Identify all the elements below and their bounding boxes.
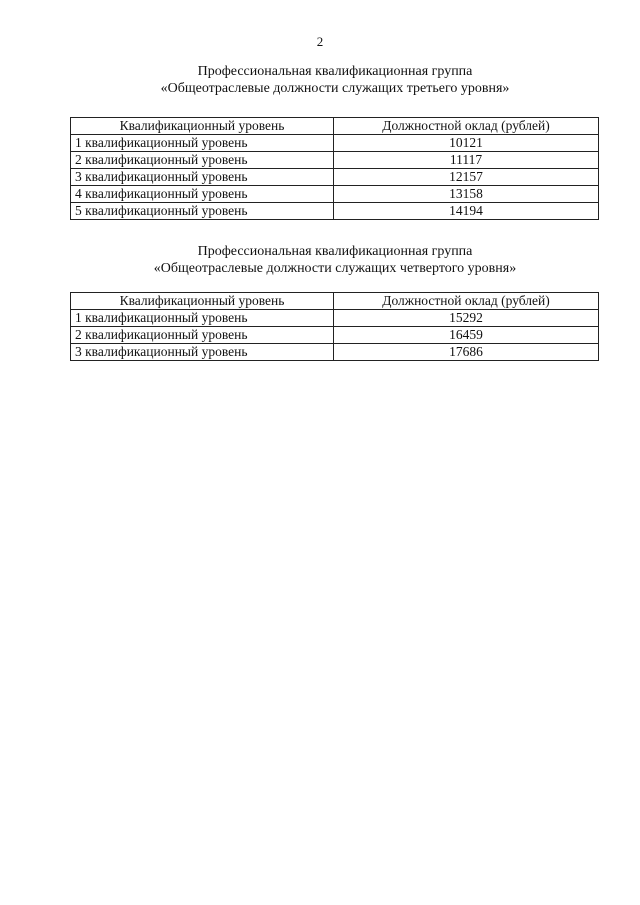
column-header-salary: Должностной оклад (рублей) (334, 118, 599, 135)
column-header-level: Квалификационный уровень (71, 293, 334, 310)
column-header-level: Квалификационный уровень (71, 118, 334, 135)
salary-cell: 14194 (334, 203, 599, 220)
section-title-fourth-level (0, 243, 640, 277)
level-cell: 3 квалификационный уровень (71, 344, 334, 361)
table-header-row (71, 293, 599, 310)
page-number: 2 (316, 34, 324, 49)
table-row (71, 344, 599, 361)
salary-cell: 15292 (334, 310, 599, 327)
table-row (71, 152, 599, 169)
salary-cell: 17686 (334, 344, 599, 361)
table-row (71, 327, 599, 344)
level-cell: 4 квалификационный уровень (71, 186, 334, 203)
salary-table-fourth-level (70, 292, 599, 361)
section-title-third-level (0, 63, 640, 97)
table-row (71, 169, 599, 186)
salary-cell: 11117 (334, 152, 599, 169)
table-row (71, 186, 599, 203)
column-header-salary: Должностной оклад (рублей) (334, 293, 599, 310)
table-row (71, 310, 599, 327)
salary-cell: 10121 (334, 135, 599, 152)
level-cell: 1 квалификационный уровень (71, 135, 334, 152)
table-header-row (71, 118, 599, 135)
level-cell: 2 квалификационный уровень (71, 152, 334, 169)
salary-cell: 12157 (334, 169, 599, 186)
salary-cell: 16459 (334, 327, 599, 344)
table-row (71, 203, 599, 220)
level-cell: 5 квалификационный уровень (71, 203, 334, 220)
section-title-line1: Профессиональная квалификационная группа (197, 244, 473, 259)
section-title-line2: «Общеотраслевые должности служащих третьего уровня» (160, 81, 510, 96)
section-title-line1: Профессиональная квалификационная группа (197, 64, 473, 79)
salary-cell: 13158 (334, 186, 599, 203)
section-title-line2: «Общеотраслевые должности служащих четвертого уровня» (153, 261, 517, 276)
level-cell: 1 квалификационный уровень (71, 310, 334, 327)
level-cell: 2 квалификационный уровень (71, 327, 334, 344)
table-row (71, 135, 599, 152)
level-cell: 3 квалификационный уровень (71, 169, 334, 186)
salary-table-third-level (70, 117, 599, 220)
